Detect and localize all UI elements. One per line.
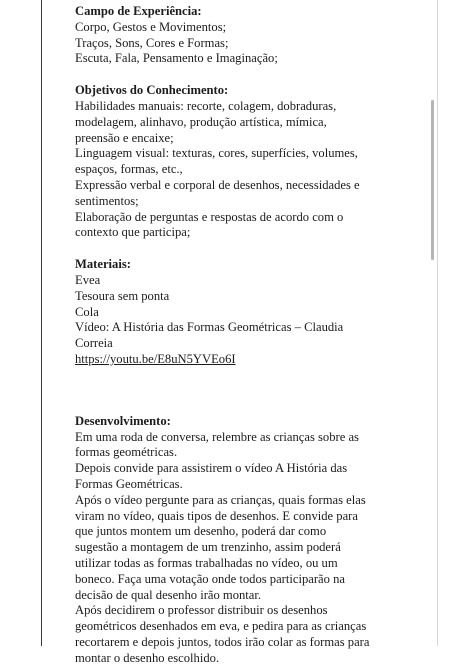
text-line: recortarem e depois juntos, todos irão colar as formas para [75, 634, 370, 649]
section-heading: Campo de Experiência: [75, 4, 202, 18]
text-line: Vídeo: A História das Formas Geométricas – Claudia [75, 320, 344, 335]
text-line: preensão e encaixe; [75, 130, 174, 145]
section-materiais [75, 257, 427, 368]
text-line: Cola [75, 304, 99, 319]
document-body [75, 4, 427, 666]
text-line: montar o desenho escolhido. [75, 650, 220, 665]
section-campo-experiencia [75, 4, 427, 67]
text-line: Linguagem visual: texturas, cores, superfícies, volumes, [75, 146, 358, 161]
scrollbar-thumb[interactable] [431, 100, 434, 260]
text-line: formas geométricas. [75, 445, 178, 460]
text-line: contexto que participa; [75, 225, 191, 240]
text-line: geométricos desenhados em eva, e pedira para as crianças [75, 619, 367, 634]
section-heading: Desenvolvimento: [75, 413, 171, 428]
text-line: sentimentos; [75, 193, 139, 208]
text-line: Após o vídeo pergunte para as crianças, quais formas elas [75, 492, 366, 507]
page-left-border [41, 0, 42, 646]
text-line: Corpo, Gestos e Movimentos; [75, 19, 227, 34]
text-line: Habilidades manuais: recorte, colagem, dobraduras, [75, 98, 337, 113]
text-line: Depois convide para assistirem o vídeo A História das [75, 461, 348, 476]
text-line: Correia [75, 336, 113, 351]
text-line: espaços, formas, etc., [75, 162, 183, 177]
text-line: Em uma roda de conversa, relembre as crianças sobre as [75, 429, 359, 444]
section-objetivos [75, 83, 427, 241]
text-line: sugestão a montagem de um trenzinho, assim poderá [75, 540, 341, 555]
video-link[interactable]: https://youtu.be/E8uN5YVEo6I [75, 351, 236, 366]
text-line: decisão de qual desenho irão montar. [75, 587, 262, 602]
page-right-border [437, 0, 438, 646]
text-line: Formas Geométricas. [75, 476, 183, 491]
text-line: viram no vídeo, quais tipos de desenhos. E convide para [75, 508, 358, 523]
section-heading: Objetivos do Conhecimento: [75, 83, 229, 98]
text-line: que juntos montem um desenho, poderá dar como [75, 524, 327, 539]
text-line: boneco. Faça uma votação onde todos participarão na [75, 571, 345, 586]
text-line: modelagem, alinhavo, produção artística, mímica, [75, 114, 327, 129]
text-line: Elaboração de perguntas e respostas de acordo com o [75, 209, 344, 224]
text-line: Traços, Sons, Cores e Formas; [75, 35, 229, 50]
text-line: Tesoura sem ponta [75, 288, 170, 303]
text-line: Após decidirem o professor distribuir os desenhos [75, 603, 328, 618]
text-line: Evea [75, 272, 101, 287]
section-heading: Materiais: [75, 257, 131, 272]
text-line: Expressão verbal e corporal de desenhos, necessidades e [75, 177, 360, 192]
section-desenvolvimento [75, 414, 427, 666]
text-line: utilizar todas as formas trabalhadas no vídeo, ou um [75, 555, 338, 570]
text-line: Escuta, Fala, Pensamento e Imaginação; [75, 51, 278, 66]
